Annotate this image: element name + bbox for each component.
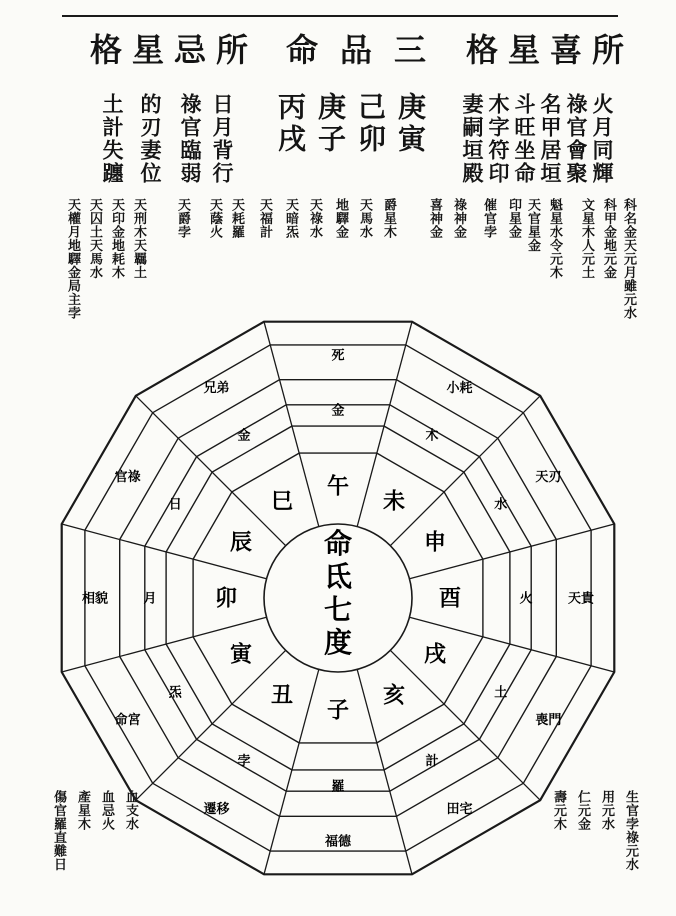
outer-label-4: 天貴: [567, 591, 595, 607]
mid-label-5: 土: [494, 685, 508, 701]
bottom-left-col-1: 傷官羅直難日: [51, 790, 66, 871]
outer-label-8: 遷移: [203, 801, 230, 817]
left-star-col-12: 天馬水: [357, 198, 372, 239]
ji-col-2: 祿官臨弱: [178, 93, 203, 185]
branch-label-8: 丑: [270, 682, 294, 709]
left-star-col-10: 天祿水: [307, 198, 322, 239]
right-star-col-5: 天官星金: [525, 198, 540, 252]
mid-label-12: 金: [237, 428, 251, 444]
right-star-col-9: 喜神金: [427, 198, 442, 239]
mid-label-4: 火: [519, 591, 533, 607]
left-star-col-8: 天福計: [257, 198, 272, 239]
top-rule: [62, 15, 618, 17]
header-left: [90, 26, 259, 70]
mid-label-2: 木: [425, 428, 439, 444]
bottom-right-col-1: 生官孛祿元水: [623, 790, 638, 871]
ji-col-1: 日月背行: [210, 93, 235, 185]
outer-label-10: 相貌: [81, 591, 109, 607]
outer-label-3: 天刃: [535, 469, 562, 485]
bottom-left-col-4: 血支水: [123, 790, 138, 831]
left-star-col-5: 天爵孛: [175, 198, 190, 239]
bottom-left-col-2: 產星木: [75, 790, 90, 831]
bottom-right-col-4: 壽元木: [551, 790, 566, 831]
center-char-4: 度: [323, 626, 353, 659]
left-star-col-6: 天蔭火: [207, 198, 222, 239]
branch-label-12: 巳: [270, 488, 294, 515]
outer-label-6: 田宅: [446, 801, 473, 817]
ji-col-3: 的刃妻位: [138, 93, 163, 185]
pillar-month: 己卯: [354, 92, 387, 156]
header-left-text: 格星忌所: [90, 31, 259, 69]
xi-col-6: 妻嗣垣殿: [460, 93, 485, 185]
left-star-col-13: 爵星木: [381, 198, 396, 239]
header-right-text: 格星喜所: [466, 31, 635, 69]
right-star-col-6: 印星金: [506, 198, 521, 239]
outer-label-2: 小耗: [446, 380, 473, 396]
branch-label-7: 子: [326, 697, 350, 724]
right-star-col-2: 科甲金地元金: [601, 198, 616, 279]
mid-label-7: 羅: [331, 779, 345, 795]
left-star-col-1: 天權月地驛金局主孛: [65, 198, 80, 320]
pillar-year: 庚寅: [394, 92, 427, 156]
mid-label-11: 日: [168, 497, 182, 513]
outer-label-12: 兄弟: [203, 380, 230, 396]
branch-label-3: 申: [423, 529, 447, 556]
pillar-hour: 丙戌: [274, 92, 307, 156]
left-star-col-11: 地驛金: [333, 198, 348, 239]
xi-col-5: 木字符印: [486, 93, 511, 185]
header-center: [286, 26, 449, 70]
left-star-col-4: 天刑木天羈土: [131, 198, 146, 279]
branch-label-1: 午: [326, 473, 350, 500]
branch-label-6: 亥: [382, 682, 406, 709]
outer-label-11: 官祿: [114, 469, 141, 485]
center-char-2: 氐: [323, 560, 353, 593]
mid-label-1: 金: [331, 403, 345, 419]
outer-label-1: 死: [331, 348, 345, 364]
xi-col-1: 火月同輝: [590, 93, 615, 185]
outer-label-7: 福德: [324, 834, 352, 850]
outer-label-9: 命宮: [114, 712, 141, 728]
center-char-1: 命: [323, 527, 353, 560]
branch-label-5: 戌: [423, 641, 447, 668]
right-star-col-4: 魁星水令元木: [547, 198, 562, 279]
left-star-col-7: 天耗羅: [229, 198, 244, 239]
branch-label-10: 卯: [214, 585, 238, 612]
header-center-text: 命品三: [286, 31, 449, 69]
bottom-right-col-2: 用元水: [599, 790, 614, 831]
xi-col-4: 斗旺坐命: [512, 93, 537, 185]
mid-label-3: 水: [494, 497, 508, 513]
right-star-col-3: 文星木人元土: [579, 198, 594, 279]
right-star-col-7: 催官孛: [481, 198, 496, 239]
mid-label-8: 孛: [237, 754, 251, 770]
branch-label-4: 酉: [438, 585, 462, 612]
outer-label-5: 喪門: [535, 712, 562, 728]
left-star-col-9: 天暗炁: [283, 198, 298, 239]
center-char-3: 七: [323, 593, 353, 626]
branch-label-11: 辰: [229, 529, 253, 556]
right-star-col-1: 科名金天元月雖元水: [621, 198, 636, 320]
branch-label-2: 未: [382, 488, 406, 515]
right-star-col-8: 祿神金: [451, 198, 466, 239]
branch-label-9: 寅: [229, 641, 253, 668]
mid-label-6: 計: [425, 754, 439, 770]
bottom-right-col-3: 仁元金: [575, 790, 590, 831]
bottom-left-col-3: 血忌火: [99, 790, 114, 831]
mid-label-9: 炁: [168, 685, 182, 701]
xi-col-2: 祿官會聚: [564, 93, 589, 185]
mid-label-10: 月: [143, 591, 157, 607]
xi-col-3: 名甲居垣: [538, 93, 563, 185]
header-right: [466, 26, 635, 70]
left-star-col-2: 天囚土天馬水: [87, 198, 102, 279]
left-star-col-3: 天印金地耗木: [109, 198, 124, 279]
horoscope-chart: [46, 306, 630, 890]
pillar-day: 庚子: [314, 92, 347, 156]
ji-col-4: 土計失躔: [100, 93, 125, 185]
